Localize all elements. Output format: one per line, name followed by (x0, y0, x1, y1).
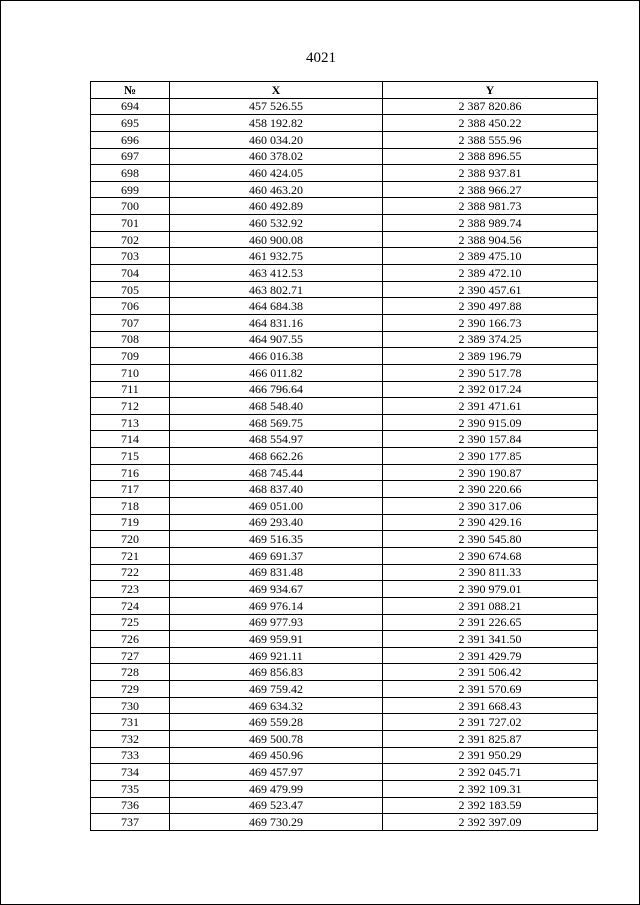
cell-number: 715 (91, 448, 170, 465)
cell-x: 469 051.00 (170, 498, 383, 515)
cell-x: 469 523.47 (170, 797, 383, 814)
cell-number: 700 (91, 198, 170, 215)
cell-y: 2 390 811.33 (383, 564, 598, 581)
cell-y: 2 390 517.78 (383, 364, 598, 381)
cell-y: 2 391 088.21 (383, 597, 598, 614)
cell-x: 469 479.99 (170, 780, 383, 797)
table-row (91, 464, 598, 481)
cell-y: 2 388 989.74 (383, 215, 598, 232)
cell-number: 713 (91, 414, 170, 431)
cell-x: 466 796.64 (170, 381, 383, 398)
cell-number: 704 (91, 265, 170, 282)
header-row (91, 82, 598, 99)
table-row (91, 115, 598, 132)
cell-x: 469 934.67 (170, 581, 383, 598)
cell-number: 717 (91, 481, 170, 498)
cell-x: 463 802.71 (170, 281, 383, 298)
table-row (91, 414, 598, 431)
cell-y: 2 388 981.73 (383, 198, 598, 215)
cell-y: 2 389 475.10 (383, 248, 598, 265)
cell-y: 2 390 545.80 (383, 531, 598, 548)
cell-number: 737 (91, 814, 170, 831)
cell-y: 2 387 820.86 (383, 98, 598, 115)
cell-number: 730 (91, 697, 170, 714)
cell-y: 2 391 950.29 (383, 747, 598, 764)
cell-x: 468 662.26 (170, 448, 383, 465)
cell-y: 2 390 457.61 (383, 281, 598, 298)
table-row (91, 248, 598, 265)
cell-x: 464 831.16 (170, 314, 383, 331)
table-row (91, 498, 598, 515)
cell-y: 2 390 166.73 (383, 314, 598, 331)
cell-x: 469 634.32 (170, 697, 383, 714)
cell-x: 464 907.55 (170, 331, 383, 348)
cell-y: 2 391 471.61 (383, 398, 598, 415)
cell-number: 711 (91, 381, 170, 398)
cell-number: 703 (91, 248, 170, 265)
table-row (91, 797, 598, 814)
cell-y: 2 390 157.84 (383, 431, 598, 448)
table-row (91, 131, 598, 148)
cell-y: 2 392 397.09 (383, 814, 598, 831)
cell-number: 695 (91, 115, 170, 132)
cell-number: 716 (91, 464, 170, 481)
table-row (91, 431, 598, 448)
table-row (91, 547, 598, 564)
cell-number: 736 (91, 797, 170, 814)
table-row (91, 814, 598, 831)
cell-x: 469 921.11 (170, 647, 383, 664)
cell-x: 469 457.97 (170, 764, 383, 781)
cell-number: 718 (91, 498, 170, 515)
cell-x: 469 500.78 (170, 730, 383, 747)
table-row (91, 398, 598, 415)
table-row (91, 730, 598, 747)
cell-x: 466 011.82 (170, 364, 383, 381)
table-row (91, 747, 598, 764)
cell-number: 706 (91, 298, 170, 315)
cell-y: 2 391 341.50 (383, 631, 598, 648)
table-header (91, 82, 598, 99)
table-row (91, 331, 598, 348)
cell-y: 2 392 017.24 (383, 381, 598, 398)
cell-y: 2 392 183.59 (383, 797, 598, 814)
table-row (91, 764, 598, 781)
table-row (91, 314, 598, 331)
header-y: Y (383, 82, 598, 99)
cell-x: 468 837.40 (170, 481, 383, 498)
cell-y: 2 389 472.10 (383, 265, 598, 282)
cell-y: 2 391 506.42 (383, 664, 598, 681)
cell-x: 457 526.55 (170, 98, 383, 115)
cell-x: 460 492.89 (170, 198, 383, 215)
cell-y: 2 388 937.81 (383, 165, 598, 182)
cell-number: 733 (91, 747, 170, 764)
cell-y: 2 390 177.85 (383, 448, 598, 465)
table-row (91, 697, 598, 714)
page-number: 4021 (306, 50, 336, 66)
cell-x: 469 450.96 (170, 747, 383, 764)
cell-x: 458 192.82 (170, 115, 383, 132)
cell-x: 460 532.92 (170, 215, 383, 232)
cell-x: 466 016.38 (170, 348, 383, 365)
cell-y: 2 391 570.69 (383, 681, 598, 698)
cell-x: 469 976.14 (170, 597, 383, 614)
table-row (91, 98, 598, 115)
cell-x: 469 730.29 (170, 814, 383, 831)
cell-number: 729 (91, 681, 170, 698)
table-row (91, 265, 598, 282)
cell-y: 2 389 374.25 (383, 331, 598, 348)
cell-number: 732 (91, 730, 170, 747)
cell-number: 696 (91, 131, 170, 148)
cell-y: 2 392 045.71 (383, 764, 598, 781)
cell-x: 460 378.02 (170, 148, 383, 165)
cell-x: 469 959.91 (170, 631, 383, 648)
table-row (91, 298, 598, 315)
cell-y: 2 389 196.79 (383, 348, 598, 365)
table-row (91, 381, 598, 398)
table-row (91, 231, 598, 248)
cell-number: 694 (91, 98, 170, 115)
table-row (91, 481, 598, 498)
cell-number: 719 (91, 514, 170, 531)
cell-y: 2 390 497.88 (383, 298, 598, 315)
table-row (91, 597, 598, 614)
cell-number: 727 (91, 647, 170, 664)
table-row (91, 714, 598, 731)
cell-x: 468 548.40 (170, 398, 383, 415)
cell-number: 723 (91, 581, 170, 598)
table-body (91, 98, 598, 830)
cell-x: 460 424.05 (170, 165, 383, 182)
cell-number: 712 (91, 398, 170, 415)
cell-x: 469 759.42 (170, 681, 383, 698)
cell-number: 710 (91, 364, 170, 381)
table-row (91, 564, 598, 581)
table-row (91, 514, 598, 531)
table-row (91, 631, 598, 648)
cell-x: 468 554.97 (170, 431, 383, 448)
table-row (91, 531, 598, 548)
cell-x: 463 412.53 (170, 265, 383, 282)
cell-number: 714 (91, 431, 170, 448)
table-row (91, 681, 598, 698)
table-row (91, 165, 598, 182)
cell-number: 698 (91, 165, 170, 182)
cell-number: 722 (91, 564, 170, 581)
table-row (91, 647, 598, 664)
cell-y: 2 391 727.02 (383, 714, 598, 731)
table-row (91, 664, 598, 681)
cell-y: 2 390 220.66 (383, 481, 598, 498)
table-row (91, 198, 598, 215)
cell-x: 469 691.37 (170, 547, 383, 564)
table-row (91, 281, 598, 298)
cell-number: 701 (91, 215, 170, 232)
cell-x: 460 034.20 (170, 131, 383, 148)
cell-y: 2 388 966.27 (383, 181, 598, 198)
cell-y: 2 390 979.01 (383, 581, 598, 598)
cell-x: 469 977.93 (170, 614, 383, 631)
cell-number: 721 (91, 547, 170, 564)
cell-x: 460 900.08 (170, 231, 383, 248)
table-row (91, 614, 598, 631)
table-row (91, 215, 598, 232)
cell-y: 2 390 915.09 (383, 414, 598, 431)
cell-number: 705 (91, 281, 170, 298)
cell-number: 725 (91, 614, 170, 631)
cell-number: 702 (91, 231, 170, 248)
cell-y: 2 388 555.96 (383, 131, 598, 148)
cell-x: 469 516.35 (170, 531, 383, 548)
cell-number: 699 (91, 181, 170, 198)
cell-y: 2 388 896.55 (383, 148, 598, 165)
cell-number: 707 (91, 314, 170, 331)
table-row (91, 181, 598, 198)
cell-y: 2 391 825.87 (383, 730, 598, 747)
cell-x: 468 569.75 (170, 414, 383, 431)
cell-x: 469 293.40 (170, 514, 383, 531)
cell-number: 735 (91, 780, 170, 797)
cell-y: 2 388 904.56 (383, 231, 598, 248)
cell-x: 469 856.83 (170, 664, 383, 681)
cell-y: 2 391 668.43 (383, 697, 598, 714)
cell-number: 724 (91, 597, 170, 614)
cell-x: 464 684.38 (170, 298, 383, 315)
table-row (91, 348, 598, 365)
cell-number: 720 (91, 531, 170, 548)
cell-y: 2 391 226.65 (383, 614, 598, 631)
header-x: X (170, 82, 383, 99)
cell-y: 2 390 317.06 (383, 498, 598, 515)
cell-x: 460 463.20 (170, 181, 383, 198)
table-row (91, 581, 598, 598)
cell-number: 728 (91, 664, 170, 681)
cell-number: 708 (91, 331, 170, 348)
header-number: № (91, 82, 170, 99)
table-row (91, 148, 598, 165)
cell-y: 2 390 190.87 (383, 464, 598, 481)
cell-y: 2 391 429.79 (383, 647, 598, 664)
cell-number: 709 (91, 348, 170, 365)
cell-x: 468 745.44 (170, 464, 383, 481)
coordinates-table (90, 81, 598, 831)
cell-y: 2 388 450.22 (383, 115, 598, 132)
table-row (91, 364, 598, 381)
cell-number: 734 (91, 764, 170, 781)
cell-x: 461 932.75 (170, 248, 383, 265)
cell-y: 2 390 429.16 (383, 514, 598, 531)
cell-y: 2 392 109.31 (383, 780, 598, 797)
table-row (91, 780, 598, 797)
table-row (91, 448, 598, 465)
cell-x: 469 831.48 (170, 564, 383, 581)
cell-x: 469 559.28 (170, 714, 383, 731)
cell-number: 697 (91, 148, 170, 165)
cell-y: 2 390 674.68 (383, 547, 598, 564)
cell-number: 726 (91, 631, 170, 648)
cell-number: 731 (91, 714, 170, 731)
